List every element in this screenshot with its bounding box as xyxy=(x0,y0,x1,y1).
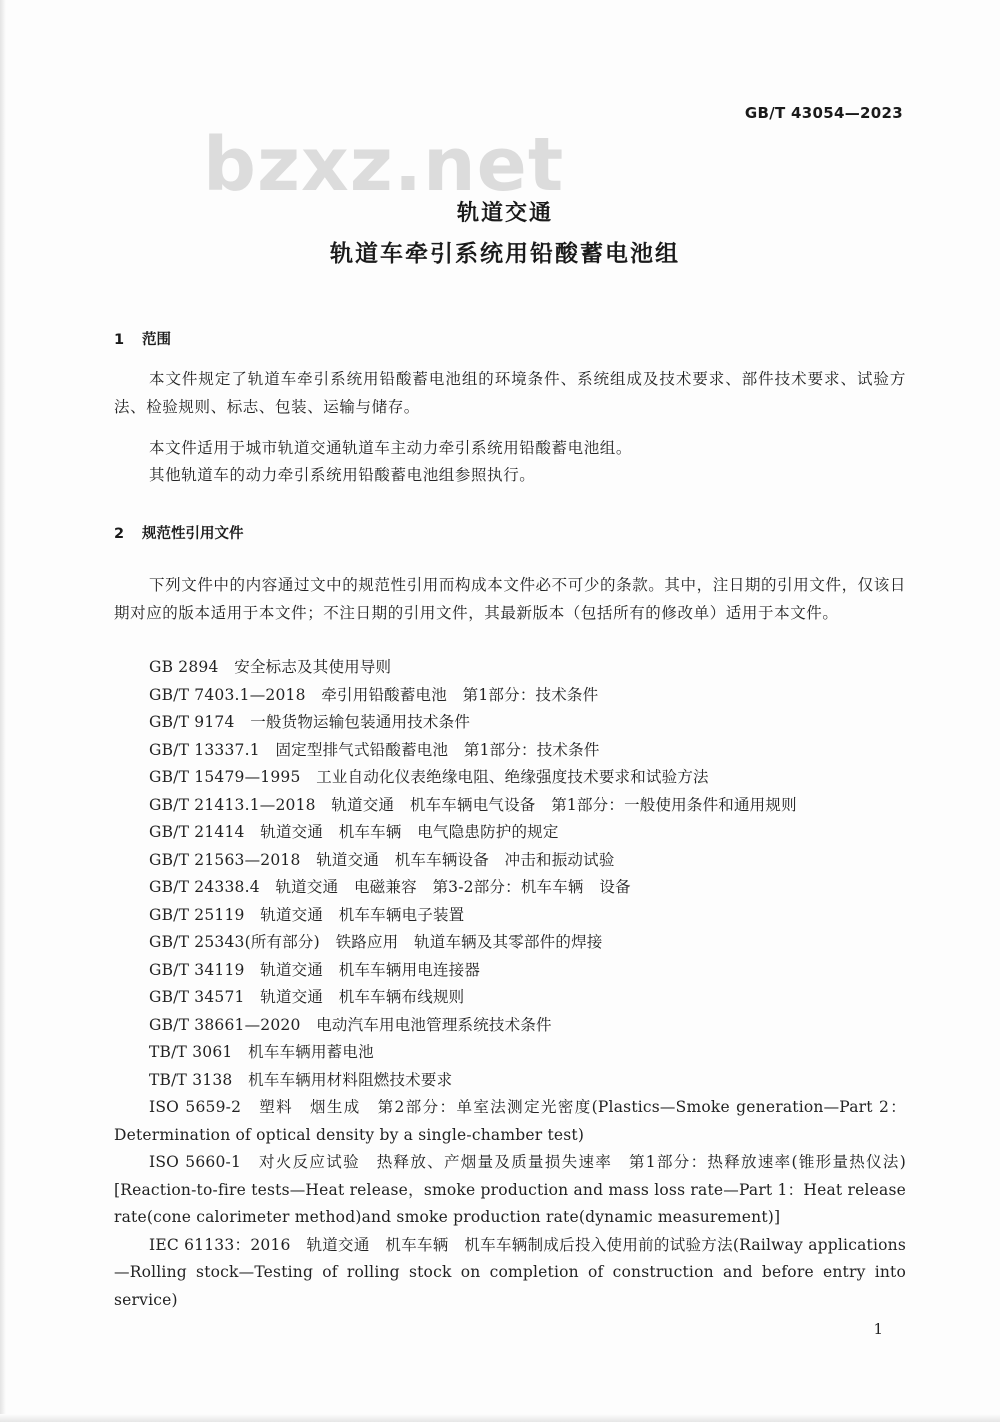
reference-title: 电动汽车用电池管理系统技术条件 xyxy=(316,1015,552,1034)
section-title: 规范性引用文件 xyxy=(142,526,244,542)
reference-item xyxy=(114,819,906,847)
reference-title: 固定型排气式铅酸蓄电池 第1部分：技术条件 xyxy=(275,740,600,759)
section-1-paragraph: 其他轨道车的动力牵引系统用铅酸蓄电池组参照执行。 xyxy=(149,466,536,484)
reference-code: GB/T 21563—2018 xyxy=(149,850,301,869)
reference-item xyxy=(114,847,906,875)
reference-code: GB/T 21413.1—2018 xyxy=(149,795,316,814)
section-2-intro: 下列文件中的内容通过文中的规范性引用而构成本文件必不可少的条款。其中，注日期的引用文件，仅该日期对应的版本适用于本文件；不注日期的引用文件，其最新版本（包括所有的修改单）适用于本文件。 xyxy=(114,576,906,622)
reference-item xyxy=(114,1039,906,1067)
reference-code: GB/T 25119 xyxy=(149,905,245,924)
reference-code: GB/T 24338.4 xyxy=(149,878,260,896)
reference-title: 轨道交通 机车车辆 机车车辆制成后投入使用前的试验方法(Railway applications—Rolling stock—Testing of rolling stock on completion of construction and before entry into service) xyxy=(114,1235,906,1309)
reference-item xyxy=(114,1232,906,1315)
section-number: 2 xyxy=(114,526,125,542)
section-1-paragraph: 本文件规定了轨道车牵引系统用铅酸蓄电池组的环境条件、系统组成及技术要求、部件技术要求、试验方法、检验规则、标志、包装、运输与储存。 xyxy=(114,370,906,416)
reference-title: 轨道交通 机车车辆布线规则 xyxy=(260,988,465,1006)
reference-item xyxy=(114,682,906,710)
reference-title: 轨道交通 机车车辆用电连接器 xyxy=(260,960,481,979)
document-code: GB/T 43054—2023 xyxy=(744,104,903,122)
reference-item xyxy=(114,902,906,930)
reference-code: GB/T 13337.1 xyxy=(149,740,260,759)
reference-title: 一般货物运输包装通用技术条件 xyxy=(250,713,471,731)
reference-code: TB/T 3138 xyxy=(149,1070,233,1089)
document-title-line1: 轨道交通 xyxy=(456,201,553,226)
reference-code: GB/T 38661—2020 xyxy=(149,1015,301,1034)
watermark: bzxz.net xyxy=(203,122,565,208)
reference-item xyxy=(114,709,906,737)
reference-item xyxy=(114,984,906,1012)
section-1-heading xyxy=(114,328,171,349)
reference-code: ISO 5659-2 xyxy=(149,1098,242,1116)
reference-item xyxy=(114,1012,906,1040)
reference-item xyxy=(114,957,906,985)
reference-title: 轨道交通 机车车辆电气设备 第1部分：一般使用条件和通用规则 xyxy=(331,795,797,814)
reference-list xyxy=(114,654,906,1314)
reference-item xyxy=(114,1149,906,1232)
reference-title: 牵引用铅酸蓄电池 第1部分：技术条件 xyxy=(321,685,599,704)
reference-code: GB/T 15479—1995 xyxy=(149,768,301,786)
reference-title: 对火反应试验 热释放、产烟量及质量损失速率 第1部分：热释放速率(锥形量热仪法)[Reaction-to-fire tests—Heat release，smoke production and mass loss rate—Part 1：Heat release rate(cone calorimeter method)and smoke production rate(dynamic measurement)] xyxy=(114,1153,906,1226)
reference-code: GB/T 25343(所有部分) xyxy=(149,933,320,951)
document-title-line2: 轨道车牵引系统用铅酸蓄电池组 xyxy=(330,241,680,267)
reference-title: 工业自动化仪表绝缘电阻、绝缘强度技术要求和试验方法 xyxy=(316,768,709,786)
reference-code: GB/T 7403.1—2018 xyxy=(149,685,306,704)
reference-code: GB/T 21414 xyxy=(149,823,245,841)
reference-code: IEC 61133：2016 xyxy=(149,1235,291,1254)
section-1-paragraph: 本文件适用于城市轨道交通轨道车主动力牵引系统用铅酸蓄电池组。 xyxy=(149,439,633,457)
reference-title: 轨道交通 机车车辆设备 冲击和振动试验 xyxy=(316,850,615,869)
section-2-heading xyxy=(114,522,244,543)
reference-title: 铁路应用 轨道车辆及其零部件的焊接 xyxy=(335,933,603,951)
reference-item xyxy=(114,1067,906,1095)
section-number: 1 xyxy=(114,332,125,348)
page-bottom-shadow xyxy=(0,1414,1000,1422)
reference-title: 轨道交通 机车车辆电子装置 xyxy=(260,905,465,924)
reference-title: 塑料 烟生成 第2部分：单室法测定光密度(Plastics—Smoke generation—Part 2：Determination of optical density by a single-chamber test) xyxy=(114,1098,906,1144)
reference-code: ISO 5660-1 xyxy=(149,1153,242,1171)
reference-title: 机车车辆用材料阻燃技术要求 xyxy=(248,1070,453,1089)
section-title: 范围 xyxy=(142,332,171,348)
reference-code: GB/T 34119 xyxy=(149,960,245,979)
reference-item xyxy=(114,929,906,957)
reference-item xyxy=(114,792,906,820)
reference-code: GB/T 34571 xyxy=(149,988,245,1006)
reference-item xyxy=(114,874,906,902)
reference-title: 轨道交通 机车车辆 电气隐患防护的规定 xyxy=(260,823,559,841)
reference-item xyxy=(114,737,906,765)
page-number: 1 xyxy=(873,1320,883,1338)
reference-title: 安全标志及其使用导则 xyxy=(234,658,392,676)
reference-item xyxy=(114,764,906,792)
reference-item xyxy=(114,654,906,682)
reference-title: 轨道交通 电磁兼容 第3-2部分：机车车辆 设备 xyxy=(275,878,631,896)
reference-code: TB/T 3061 xyxy=(149,1043,233,1061)
reference-item xyxy=(114,1094,906,1149)
reference-title: 机车车辆用蓄电池 xyxy=(248,1043,374,1061)
reference-code: GB/T 9174 xyxy=(149,713,235,731)
reference-code: GB 2894 xyxy=(149,658,219,676)
